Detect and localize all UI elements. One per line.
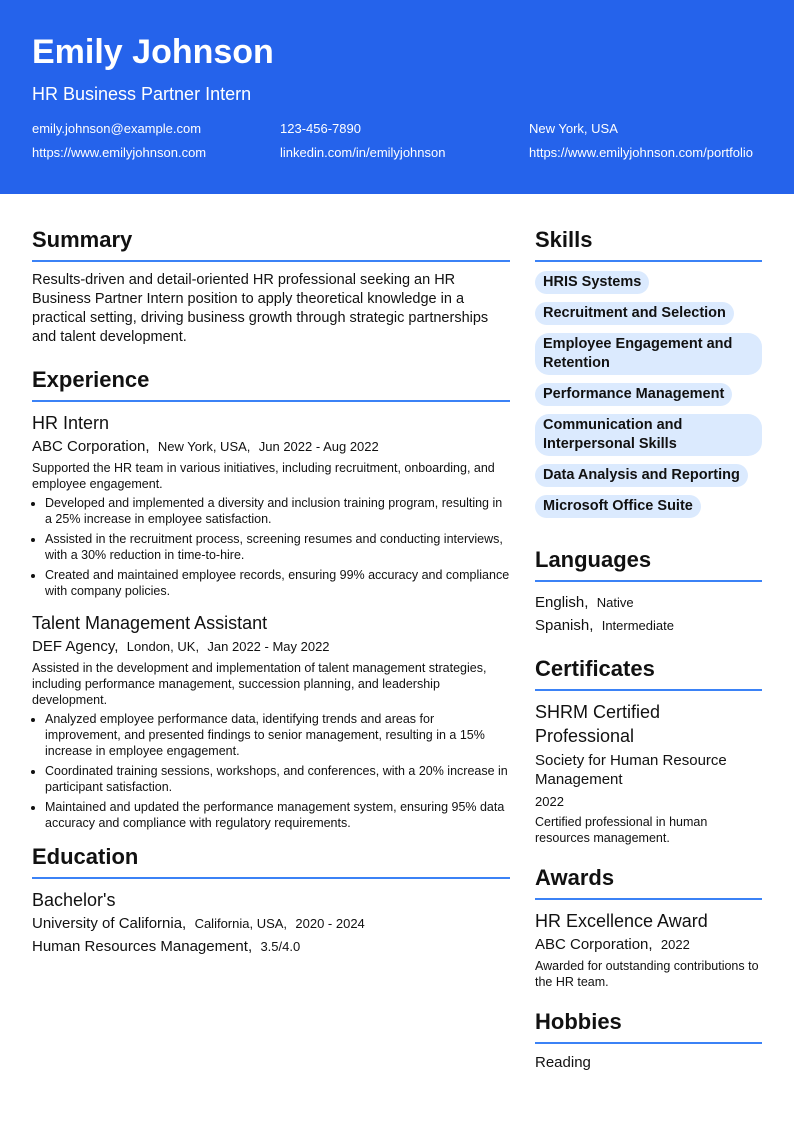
certificates-heading: Certificates <box>535 655 762 691</box>
education-gpa: 3.5/4.0 <box>260 939 301 954</box>
certificate-name: SHRM Certified Professional <box>535 702 661 746</box>
language-item <box>535 591 762 614</box>
awards-heading: Awards <box>535 864 762 900</box>
skill-pill: Communication and Interpersonal Skills <box>535 414 762 456</box>
language-name: Spanish, <box>535 617 594 634</box>
contact-email[interactable]: emily.johnson@example.com <box>32 121 202 136</box>
job-bullet: • Developed and implemented a diversity and inclusion training program, resulting in a 25% increase in employee satisfaction. <box>45 495 510 527</box>
main-column <box>32 226 510 958</box>
language-level: Native <box>596 595 634 610</box>
job-entry <box>32 411 510 599</box>
job-description: Assisted in the development and implementation of talent management strategies, including performance management, succession planning, and leadership development. <box>32 661 487 707</box>
award-meta <box>535 935 762 955</box>
job-description: Supported the HR team in various initiatives, including recruitment, onboarding, and employee engagement. <box>32 461 495 491</box>
side-column <box>535 226 762 1091</box>
education-school: University of California, <box>32 915 187 932</box>
contact-portfolio[interactable]: https://www.emilyjohnson.com/portfolio <box>529 145 753 160</box>
hobby-item: Reading <box>535 1054 591 1071</box>
languages-section <box>535 546 762 637</box>
job-bullet: • Maintained and updated the performance management system, ensuring 95% data accuracy and compliance with regulatory requirements. <box>45 799 510 831</box>
contact-website[interactable]: https://www.emilyjohnson.com <box>32 145 207 160</box>
award-year: 2022 <box>660 937 690 952</box>
summary-text: Results-driven and detail-oriented HR professional seeking an HR Business Partner Intern position to apply theoretical knowledge in a practical setting, driving business growth through strategic partnerships and talent development. <box>32 272 489 345</box>
award-org: ABC Corporation, <box>535 936 653 953</box>
job-bullets <box>32 711 510 831</box>
job-bullet: • Analyzed employee performance data, identifying trends and areas for improvement, and presented findings to senior management, resulting in a 15% increase in employee engagement. <box>45 711 510 759</box>
education-field-line <box>32 935 510 958</box>
job-title: Talent Management Assistant <box>32 613 268 633</box>
skill-pill: Recruitment and Selection <box>535 302 734 325</box>
skill-pill: Microsoft Office Suite <box>535 495 701 518</box>
certificate-year: 2022 <box>535 794 564 809</box>
job-title: HR Intern <box>32 413 110 433</box>
candidate-name: Emily Johnson <box>32 33 274 71</box>
skills-heading: Skills <box>535 226 762 262</box>
education-dates: 2020 - 2024 <box>295 916 365 931</box>
experience-heading: Experience <box>32 366 510 402</box>
job-dates: Jun 2022 - Aug 2022 <box>258 439 379 454</box>
skills-list <box>535 271 762 526</box>
job-bullets <box>32 495 510 599</box>
job-meta <box>32 437 510 457</box>
education-school-line <box>32 912 510 935</box>
job-dates: Jan 2022 - May 2022 <box>207 639 330 654</box>
job-bullet: • Assisted in the recruitment process, screening resumes and conducting interviews, with a 30% reduction in time-to-hire. <box>45 531 510 563</box>
awards-section <box>535 864 762 990</box>
language-name: English, <box>535 594 589 611</box>
contact-linkedin[interactable]: linkedin.com/in/emilyjohnson <box>280 145 446 160</box>
language-item <box>535 614 762 637</box>
job-company: ABC Corporation, <box>32 438 150 455</box>
job-entry <box>32 611 510 831</box>
hobbies-section <box>535 1008 762 1073</box>
certificate-description: Certified professional in human resources management. <box>535 815 708 845</box>
award-description: Awarded for outstanding contributions to the HR team. <box>535 959 759 989</box>
skill-pill: Employee Engagement and Retention <box>535 333 762 375</box>
language-level: Intermediate <box>601 618 674 633</box>
education-heading: Education <box>32 843 510 879</box>
certificates-section <box>535 655 762 846</box>
job-location: New York, USA, <box>157 439 251 454</box>
job-company: DEF Agency, <box>32 638 119 655</box>
skill-pill: Performance Management <box>535 383 732 406</box>
job-location: London, UK, <box>126 639 200 654</box>
education-location: California, USA, <box>194 916 288 931</box>
education-degree: Bachelor's <box>32 890 116 910</box>
certificate-org: Society for Human Resource Management <box>535 752 727 788</box>
job-meta <box>32 637 510 657</box>
skill-pill: HRIS Systems <box>535 271 649 294</box>
skill-pill: Data Analysis and Reporting <box>535 464 748 487</box>
languages-heading: Languages <box>535 546 762 582</box>
contact-location: New York, USA <box>529 121 618 136</box>
candidate-title: HR Business Partner Intern <box>32 84 252 104</box>
contact-phone[interactable]: 123-456-7890 <box>280 121 361 136</box>
job-bullet: • Created and maintained employee records, ensuring 99% accuracy and compliance with company policies. <box>45 567 510 599</box>
summary-heading: Summary <box>32 226 510 262</box>
job-bullet: • Coordinated training sessions, workshops, and conferences, with a 20% increase in participant satisfaction. <box>45 763 510 795</box>
award-name: HR Excellence Award <box>535 911 708 931</box>
resume-header <box>0 0 794 194</box>
hobbies-heading: Hobbies <box>535 1008 762 1044</box>
education-field: Human Resources Management, <box>32 938 253 955</box>
